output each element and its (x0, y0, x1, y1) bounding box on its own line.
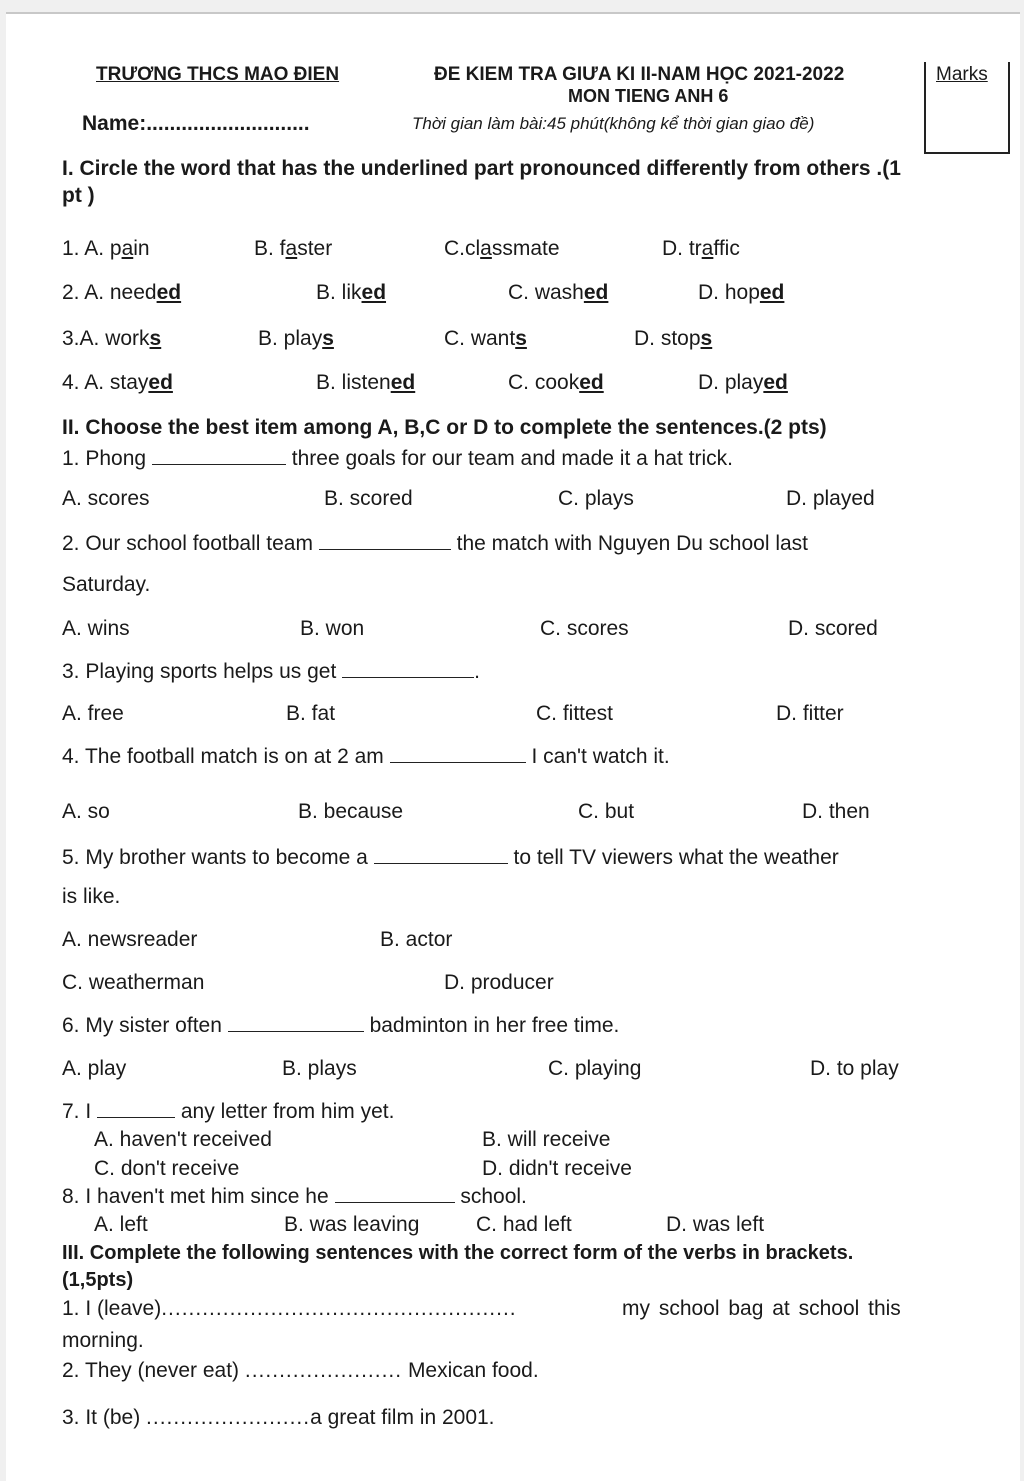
s2-q1-stem: 1. Phong three goals for our team and made it a hat trick. (62, 447, 733, 470)
section3-title-cont: (1,5pts) (62, 1269, 134, 1291)
s2-q6-option-b[interactable]: B. plays (282, 1057, 357, 1080)
s2-q7-option-d[interactable]: D. didn't receive (482, 1157, 632, 1180)
s2-q3-stem: 3. Playing sports helps us get . (62, 660, 481, 683)
s1-q4-option-a[interactable]: 4. A. stayed (62, 371, 173, 394)
exam-page (6, 12, 1020, 1481)
s2-q8-option-b[interactable]: B. was leaving (284, 1213, 420, 1236)
s2-q2-option-a[interactable]: A. wins (62, 617, 130, 640)
s2-q5-option-a[interactable]: A. newsreader (62, 928, 198, 951)
s1-q4-option-b[interactable]: B. listened (316, 371, 416, 394)
s2-q5-blank[interactable] (374, 845, 508, 864)
s1-q3-option-c[interactable]: C. wants (444, 327, 527, 350)
marks-box[interactable] (924, 62, 1010, 154)
s2-q1-option-c[interactable]: C. plays (558, 487, 634, 510)
exam-title: ĐE KIEM TRA GIƯA KI II-NAM HỌC 2021-2022 (434, 64, 845, 85)
s2-q8-stem: 8. I haven't met him since he school. (62, 1185, 527, 1208)
s2-q5-stem-cont: is like. (62, 885, 121, 908)
s2-q8-blank[interactable] (335, 1184, 455, 1203)
s2-q1-blank[interactable] (152, 446, 286, 465)
s1-q2-option-a[interactable]: 2. A. needed (62, 281, 182, 304)
s2-q5-option-d[interactable]: D. producer (444, 971, 554, 994)
section1-title: I. Circle the word that has the underlined part pronounced differently from others .(1 (62, 157, 901, 180)
s1-q4-option-d[interactable]: D. played (698, 371, 788, 394)
s3-q2-stem: 2. They (never eat) ....................... Mexican food. (62, 1359, 539, 1382)
s2-q5-stem: 5. My brother wants to become a to tell TV viewers what the weather (62, 846, 839, 869)
s3-q1-stem-cont: morning. (62, 1329, 144, 1352)
s2-q3-option-a[interactable]: A. free (62, 702, 124, 725)
s1-q1-option-c[interactable]: C.classmate (444, 237, 560, 260)
s2-q3-blank[interactable] (342, 659, 474, 678)
s2-q6-stem: 6. My sister often badminton in her free time. (62, 1014, 620, 1037)
s1-q1-option-d[interactable]: D. traffic (662, 237, 740, 260)
s1-q1-option-b[interactable]: B. faster (254, 237, 333, 260)
s2-q4-stem: 4. The football match is on at 2 am I can't watch it. (62, 745, 670, 768)
s2-q7-option-a[interactable]: A. haven't received (94, 1128, 272, 1151)
s2-q3-option-b[interactable]: B. fat (286, 702, 336, 725)
s1-q1-option-a[interactable]: 1. A. pain (62, 237, 150, 260)
name-field[interactable] (82, 112, 310, 136)
s1-q4-option-c[interactable]: C. cooked (508, 371, 604, 394)
s2-q7-option-b[interactable]: B. will receive (482, 1128, 611, 1151)
s3-q1-stem: 1. I (leave).................................................... (62, 1297, 517, 1320)
s2-q7-blank[interactable] (97, 1099, 175, 1118)
s2-q4-option-d[interactable]: D. then (802, 800, 870, 823)
s2-q2-blank[interactable] (319, 531, 451, 550)
s3-q3-stem: 3. It (be) ........................a great film in 2001. (62, 1406, 495, 1429)
exam-subject: MON TIENG ANH 6 (568, 86, 729, 106)
name-label: Name: (82, 112, 147, 135)
marks-label: Marks (936, 64, 988, 85)
s2-q2-option-c[interactable]: C. scores (540, 617, 629, 640)
section2-title: II. Choose the best item among A, B,C or D to complete the sentences.(2 pts) (62, 416, 827, 439)
s2-q1-option-d[interactable]: D. played (786, 487, 875, 510)
s2-q3-option-c[interactable]: C. fittest (536, 702, 614, 725)
s2-q5-option-c[interactable]: C. weatherman (62, 971, 205, 994)
s2-q8-option-c[interactable]: C. had left (476, 1213, 572, 1236)
s2-q5-option-b[interactable]: B. actor (380, 928, 453, 951)
section3-title: III. Complete the following sentences with the correct form of the verbs in brackets. (62, 1242, 854, 1264)
s2-q2-option-b[interactable]: B. won (300, 617, 365, 640)
s2-q4-option-a[interactable]: A. so (62, 800, 110, 823)
s2-q7-stem: 7. I any letter from him yet. (62, 1100, 395, 1123)
s2-q8-option-d[interactable]: D. was left (666, 1213, 765, 1236)
s2-q3-option-d[interactable]: D. fitter (776, 702, 844, 725)
s2-q6-blank[interactable] (228, 1013, 364, 1032)
s1-q2-option-c[interactable]: C. washed (508, 281, 609, 304)
s2-q8-option-a[interactable]: A. left (94, 1213, 148, 1236)
s3-q1-answer-dots[interactable]: .................................................... (161, 1297, 517, 1320)
s3-q3-answer-dots[interactable]: ........................ (146, 1406, 311, 1429)
s1-q3-option-b[interactable]: B. plays (258, 327, 334, 350)
s1-q2-option-d[interactable]: D. hoped (698, 281, 785, 304)
section1-title-cont: pt ) (62, 184, 95, 207)
time-note: Thời gian làm bài:45 phút(không kể thời gian giao đề) (412, 114, 815, 133)
s2-q2-stem: 2. Our school football team the match with Nguyen Du school last (62, 532, 808, 555)
s3-q1-stem-end: my school bag at school this (622, 1297, 901, 1320)
s2-q1-option-a[interactable]: A. scores (62, 487, 150, 510)
s3-q2-answer-dots[interactable]: ....................... (244, 1359, 403, 1382)
s2-q4-option-b[interactable]: B. because (298, 800, 404, 823)
s2-q4-option-c[interactable]: C. but (578, 800, 635, 823)
s2-q6-option-c[interactable]: C. playing (548, 1057, 642, 1080)
s2-q6-option-a[interactable]: A. play (62, 1057, 127, 1080)
s1-q2-option-b[interactable]: B. liked (316, 281, 387, 304)
s2-q7-option-c[interactable]: C. don't receive (94, 1157, 240, 1180)
s1-q3-option-d[interactable]: D. stops (634, 327, 713, 350)
s2-q4-blank[interactable] (390, 744, 526, 763)
name-dots: ............................ (146, 112, 310, 135)
school-name: TRƯƠNG THCS MAO ĐIEN (96, 64, 340, 85)
s2-q1-option-b[interactable]: B. scored (324, 487, 413, 510)
s2-q2-option-d[interactable]: D. scored (788, 617, 878, 640)
s1-q3-option-a[interactable]: 3.A. works (62, 327, 162, 350)
s2-q2-stem-cont: Saturday. (62, 573, 151, 596)
s2-q6-option-d[interactable]: D. to play (810, 1057, 899, 1080)
